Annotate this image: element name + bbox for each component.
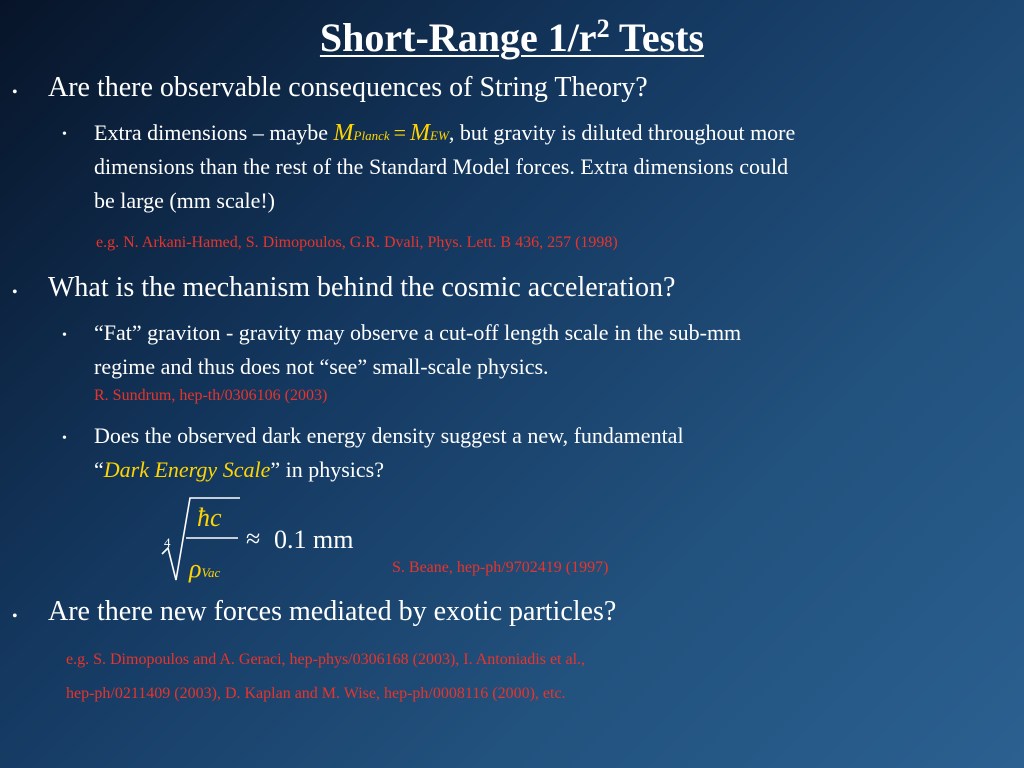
section-1-heading: Are there observable consequences of String Theory? <box>48 72 648 103</box>
section-2-sub-1-line-2: regime and thus does not “see” small-scale physics. <box>94 354 549 379</box>
bullet-icon: • <box>62 328 67 343</box>
formula-approx-symbol: ≈ <box>246 524 261 553</box>
section-1-sub-line-3: be large (mm scale!) <box>94 188 276 213</box>
formula-value: 0.1 mm <box>274 525 354 554</box>
slide-title <box>0 14 1024 61</box>
section-1-reference: e.g. N. Arkani-Hamed, S. Dimopoulos, G.R. Dvali, Phys. Lett. B 436, 257 (1998) <box>96 234 618 251</box>
section-3-heading: Are there new forces mediated by exotic particles? <box>48 596 617 627</box>
title-end: Tests <box>609 15 705 60</box>
section-3-reference-line-1: e.g. S. Dimopoulos and A. Geraci, hep-phys/0306168 (2003), I. Antoniadis et al., <box>66 651 586 668</box>
title-superscript: 2 <box>596 14 610 43</box>
section-2-sub-2-line-1: Does the observed dark energy density suggest a new, fundamental <box>94 423 684 448</box>
bullet-icon: • <box>62 431 67 446</box>
section-1-sub-line-1: Extra dimensions – maybe MPlanck = MEW, but gravity is diluted throughout more <box>94 120 796 146</box>
bullet-icon: • <box>12 84 18 101</box>
section-1-sub-line-2: dimensions than the rest of the Standard Model forces. Extra dimensions could <box>94 154 789 179</box>
formula-denominator: ρVac <box>189 554 221 583</box>
planck-equation: MPlanck = MEW <box>333 120 449 146</box>
title-main: Short-Range 1/r <box>319 15 597 60</box>
dark-energy-scale-emphasis: Dark Energy Scale <box>103 457 271 482</box>
section-2-formula-reference: S. Beane, hep-ph/9702419 (1997) <box>392 559 609 576</box>
root-index: 4 <box>164 535 171 550</box>
section-3-reference-line-2: hep-ph/0211409 (2003), D. Kaplan and M. Wise, hep-ph/0008116 (2000), etc. <box>66 685 566 702</box>
section-2-sub-1-reference: R. Sundrum, hep-th/0306106 (2003) <box>94 387 328 404</box>
formula-numerator: ħc <box>197 503 222 532</box>
bullet-icon: • <box>12 284 18 301</box>
section-2-sub-1-line-1: “Fat” graviton - gravity may observe a cut-off length scale in the sub-mm <box>94 320 742 345</box>
bullet-icon: • <box>12 608 18 625</box>
section-2-heading: What is the mechanism behind the cosmic acceleration? <box>48 272 676 303</box>
bullet-icon: • <box>62 127 67 142</box>
section-2-sub-2-line-2: “Dark Energy Scale” in physics? <box>94 457 384 482</box>
